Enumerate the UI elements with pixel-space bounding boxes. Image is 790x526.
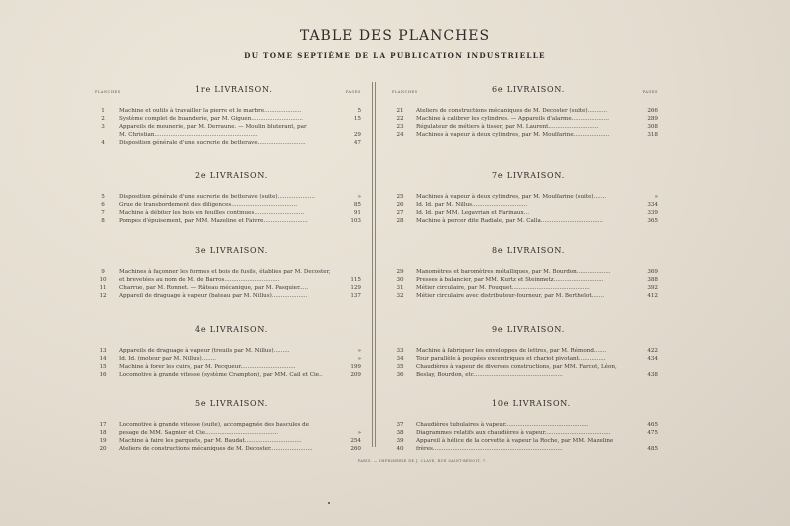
- plate-number: 30: [396, 277, 404, 283]
- plate-title: Charrue, par M. Ronnet. — Râteau mécanique, par M. Pasquier.....: [119, 285, 309, 291]
- toc-entry: [392, 276, 658, 284]
- livraison-heading: 5e LIVRAISON.: [195, 399, 269, 408]
- page-number: 29: [353, 132, 361, 138]
- page-number: 318: [647, 132, 658, 138]
- plate-title: Chaudières tubulaires à vapeur...............................................: [416, 422, 589, 428]
- livraison-heading: 3e LIVRAISON.: [195, 246, 269, 255]
- plate-number: 21: [396, 108, 404, 114]
- plate-title: Disposition générale d'une sucrerie de betterave (suite).....................: [119, 194, 315, 200]
- plate-title: M. Christian..........................................................: [119, 132, 258, 138]
- livraison-heading: 9e LIVRAISON.: [492, 325, 566, 334]
- toc-entry: [392, 421, 658, 429]
- toc-entry: [95, 284, 361, 292]
- plate-number: 4: [101, 140, 105, 146]
- plate-title: et brevetées au nom de M. de Barros...............................: [119, 277, 280, 283]
- page-number: 392: [647, 285, 658, 291]
- plate-title: Appareil de draguage à vapeur (bateau par M. Nillus)....................: [119, 293, 308, 299]
- plate-number: 35: [396, 364, 404, 370]
- toc-entry: [392, 123, 658, 131]
- plate-title: Pompes d'épuisement, par MM. Mazeline et Faivre.........................: [119, 218, 308, 224]
- plate-number: 1: [101, 108, 105, 114]
- page-number: 266: [647, 108, 658, 114]
- page-number: 422: [647, 348, 658, 354]
- plate-title: Appareils de draguage à vapeur (treuils par M. Nillus).........: [119, 348, 290, 354]
- toc-entry: [95, 429, 361, 437]
- toc-entry: [95, 445, 361, 453]
- page-number: 289: [647, 116, 658, 122]
- page-subtitle: DU TOME SEPTIÈME DE LA PUBLICATION INDUSTRIELLE: [244, 51, 546, 60]
- plate-title: Tour parallèle à poupées excentriques et chariot pivotant...............: [416, 356, 606, 362]
- page-number: 334: [647, 202, 658, 208]
- plate-title: Machine à faire les parquets, par M. Baudat................................: [119, 438, 302, 444]
- page-number: 260: [350, 446, 361, 452]
- livraison-heading: 10e LIVRAISON.: [492, 399, 571, 408]
- toc-entry: [95, 139, 361, 147]
- toc-entry: [392, 201, 658, 209]
- plate-number: 31: [396, 285, 404, 291]
- toc-entry: [95, 292, 361, 300]
- plate-number: 33: [396, 348, 404, 354]
- plate-title: Machine et outils à travailler la pierre et le marbre.....................: [119, 108, 302, 114]
- toc-entry: [392, 115, 658, 123]
- page-number: 475: [647, 430, 658, 436]
- toc-entry: [95, 123, 361, 131]
- plate-title: Machine à calibrer les cylindres. — Appareils d'alarme.....................: [416, 116, 609, 122]
- plate-title: Métier circulaire, par M. Fouquet............................................: [416, 285, 590, 291]
- plate-title: Machine à percer dite Radiale, par M. Calla...................................: [416, 218, 604, 224]
- plate-number: 19: [99, 438, 107, 444]
- toc-entry: [95, 347, 361, 355]
- toc-entry: [95, 115, 361, 123]
- plate-number: 24: [396, 132, 404, 138]
- toc-entry: [95, 107, 361, 115]
- plate-number: 8: [101, 218, 105, 224]
- page-number: »: [357, 348, 361, 354]
- page-dot: [328, 502, 330, 504]
- livraison-heading: 7e LIVRAISON.: [492, 171, 566, 180]
- page-number: 137: [350, 293, 361, 299]
- plate-title: Presses à balancier, par MM. Kurtz et Steinmetz............................: [416, 277, 604, 283]
- plate-title: Ateliers de constructions mécaniques de M. Decoster (suite)...........: [416, 108, 608, 114]
- plate-number: 18: [99, 430, 107, 436]
- left-column: [95, 84, 361, 452]
- plate-number: 27: [396, 210, 404, 216]
- page-number: 5: [357, 108, 361, 114]
- toc-entry: [392, 217, 658, 225]
- toc-entry: [392, 284, 658, 292]
- plate-number: 36: [396, 372, 404, 378]
- toc-entry: [95, 355, 361, 363]
- toc-entry: [392, 347, 658, 355]
- toc-entry: [392, 107, 658, 115]
- right-column: [392, 84, 658, 452]
- plate-title: Diagrammes relatifs aux chaudières à vapeur.....................................: [416, 430, 611, 436]
- toc-entry: [95, 371, 361, 379]
- page-number: »: [357, 194, 361, 200]
- livraison-heading: 1re LIVRAISON.: [195, 85, 273, 94]
- plate-number: 34: [396, 356, 404, 362]
- page-number: »: [654, 194, 658, 200]
- plate-number: 10: [99, 277, 107, 283]
- page-number: 199: [350, 364, 361, 370]
- plate-title: Appareils de meunerie, par M. Derraune. — Moulin bluterant, par: [119, 124, 307, 130]
- page-number: 115: [350, 277, 361, 283]
- plate-title: Id. Id. par M. Nillus...............................: [416, 202, 528, 208]
- plate-title: Beslay, Bourdon, etc..................................................: [416, 372, 563, 378]
- page-number: 339: [647, 210, 658, 216]
- page-number: 254: [350, 438, 361, 444]
- page-number: 485: [647, 446, 658, 452]
- toc-entry: [95, 193, 361, 201]
- plate-number: 25: [396, 194, 404, 200]
- column-divider: [372, 82, 373, 447]
- plate-title: Machine à débiter les bois en feuilles continues............................: [119, 210, 305, 216]
- livraison-heading: 2e LIVRAISON.: [195, 171, 269, 180]
- plate-number: 15: [99, 364, 107, 370]
- plate-number: 20: [99, 446, 107, 452]
- plate-number: 26: [396, 202, 404, 208]
- planches-header: PLANCHES: [95, 90, 121, 94]
- plate-number: 2: [101, 116, 105, 122]
- pages-header: PAGES: [642, 90, 658, 94]
- plate-number: 23: [396, 124, 404, 130]
- page-number: 369: [647, 269, 658, 275]
- printer-imprint: PARIS. — IMPRIMERIE DE J. CLAYE, RUE SAINT-BENOIT, 7.: [358, 459, 487, 463]
- toc-entry: [95, 217, 361, 225]
- toc-entry: [95, 363, 361, 371]
- plate-title: Id. Id. (moteur par M. Nillus)........: [119, 356, 216, 362]
- plate-number: 39: [396, 438, 404, 444]
- plate-number: 13: [99, 348, 107, 354]
- plate-title: Machine à forer les cuirs, par M. Pecqueur...............................: [119, 364, 296, 370]
- plate-number: 17: [99, 422, 107, 428]
- toc-entry: [392, 371, 658, 379]
- toc-entry: [95, 201, 361, 209]
- plate-number: 5: [101, 194, 105, 200]
- plate-title: Chaudières à vapeur de diverses constructions, par MM. Farcot, Léon,: [416, 364, 617, 370]
- toc-entry: [95, 276, 361, 284]
- plate-number: 11: [99, 285, 107, 291]
- plate-number: 22: [396, 116, 404, 122]
- plate-title: pesage de MM. Sagnier et Cie.........................................: [119, 430, 278, 436]
- toc-entry: [95, 437, 361, 445]
- toc-entry: [392, 437, 658, 445]
- page-number: »: [357, 430, 361, 436]
- toc-entry: [392, 292, 658, 300]
- page-number: 15: [353, 116, 361, 122]
- plate-title: Disposition générale d'une sucrerie de betterave...........................: [119, 140, 306, 146]
- plate-number: 40: [396, 446, 404, 452]
- toc-entry: [392, 268, 658, 276]
- plate-title: Régulateur de métiers à tisser, par M. Laurent............................: [416, 124, 599, 130]
- page-number: »: [357, 356, 361, 362]
- livraison-heading: 8e LIVRAISON.: [492, 246, 566, 255]
- plate-title: Métier circulaire avec distributeur-fourneur, par M. Berthelot.......: [416, 293, 605, 299]
- page-number: 465: [647, 422, 658, 428]
- plate-number: 12: [99, 293, 107, 299]
- plate-number: 29: [396, 269, 404, 275]
- plate-title: Système complet de buanderie, par M. Giguen.............................: [119, 116, 303, 122]
- page-number: 209: [350, 372, 361, 378]
- page-number: 438: [647, 372, 658, 378]
- page-number: 388: [647, 277, 658, 283]
- page-number: 85: [353, 202, 361, 208]
- toc-entry: [95, 131, 361, 139]
- column-divider-2: [375, 82, 376, 447]
- toc-entry: [392, 363, 658, 371]
- plate-title: Machines à vapeur à deux cylindres, par M. Moulfarine....................: [416, 132, 610, 138]
- pages-header: PAGES: [345, 90, 361, 94]
- page-number: 91: [353, 210, 361, 216]
- toc-entry: [392, 209, 658, 217]
- toc-entry: [392, 193, 658, 201]
- plate-number: 37: [396, 422, 404, 428]
- planches-header: PLANCHES: [392, 90, 418, 94]
- plate-title: frères.........................................................................: [416, 446, 563, 452]
- plate-title: Grue de transbordement des diligences.....................................: [119, 202, 298, 208]
- plate-title: Machine à fabriquer les enveloppes de lettres, par M. Rémond.......: [416, 348, 607, 354]
- plate-title: Machines à vapeur à deux cylindres, par M. Moulfarine (suite).......: [416, 194, 607, 200]
- plate-number: 28: [396, 218, 404, 224]
- plate-title: Locomotive à grande vitesse (suite), accompagnée des bascules de: [119, 422, 310, 428]
- page-number: 47: [353, 140, 361, 146]
- page-title: TABLE DES PLANCHES: [299, 28, 491, 44]
- toc-entry: [95, 209, 361, 217]
- toc-entry: [95, 268, 361, 276]
- page-number: 365: [647, 218, 658, 224]
- plate-title: Ateliers de constructions mécaniques de M. Decoster........................: [119, 446, 313, 452]
- plate-title: Manomètres et baromètres métalliques, par M. Bourdon...................: [416, 269, 611, 275]
- toc-entry: [95, 421, 361, 429]
- plate-number: 9: [101, 269, 105, 275]
- plate-number: 3: [101, 124, 105, 130]
- page-number: 129: [350, 285, 361, 291]
- livraison-heading: 4e LIVRAISON.: [195, 325, 269, 334]
- plate-number: 14: [99, 356, 107, 362]
- plate-title: Locomotive à grande vitesse (système Crampton), par MM. Cail et Cie..: [119, 372, 323, 378]
- plate-number: 38: [396, 430, 404, 436]
- plate-title: Appareil à hélice de la corvette à vapeur la Roche, par MM. Mazeline: [416, 438, 614, 444]
- page-number: 103: [350, 218, 361, 224]
- page-number: 308: [647, 124, 658, 130]
- plate-number: 7: [101, 210, 105, 216]
- page-number: 434: [647, 356, 658, 362]
- plate-number: 16: [99, 372, 107, 378]
- livraison-heading: 6e LIVRAISON.: [492, 85, 566, 94]
- toc-entry: [392, 429, 658, 437]
- plate-number: 32: [396, 293, 404, 299]
- toc-entry: [392, 355, 658, 363]
- page-number: 412: [647, 293, 658, 299]
- toc-entry: [392, 131, 658, 139]
- plate-title: Machines à façonner les formes et bois de fusils, établies par M. Decoster,: [119, 269, 331, 275]
- plate-number: 6: [101, 202, 105, 208]
- toc-entry: [392, 445, 658, 453]
- plate-title: Id. Id. par MM. Legavrian et Farinaux...: [416, 210, 530, 216]
